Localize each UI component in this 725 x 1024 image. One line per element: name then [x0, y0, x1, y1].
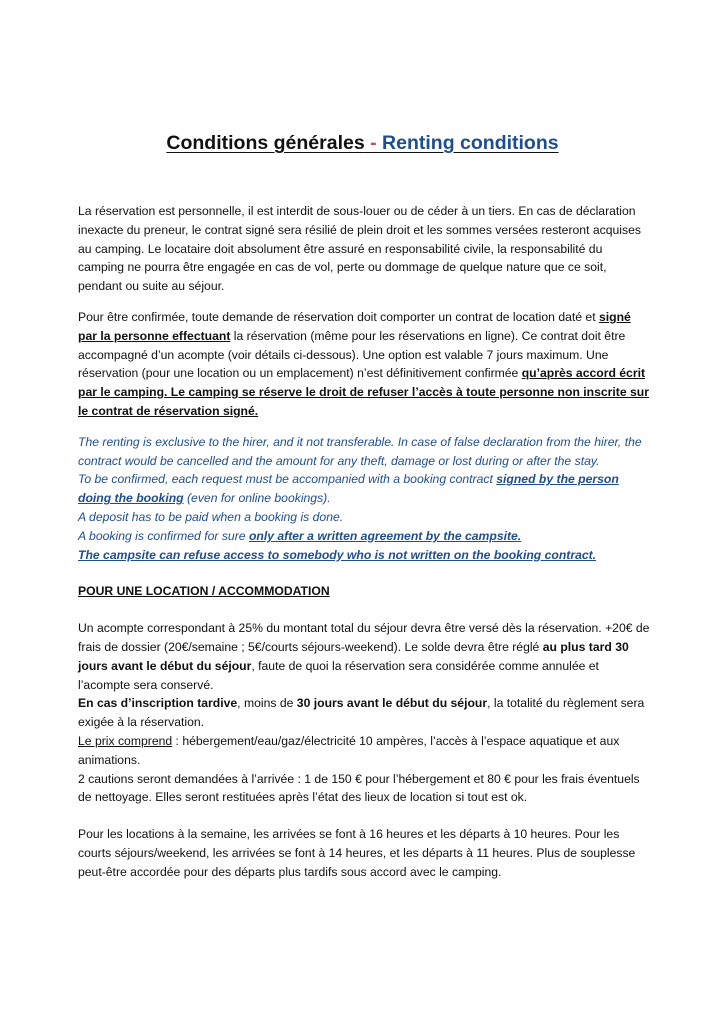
- document-body: [78, 202, 650, 882]
- english-conditions: [78, 433, 650, 565]
- page-title: [0, 130, 725, 156]
- english-line-contract: [78, 470, 650, 508]
- price-includes-text: : hébergement/eau/gaz/électricité 10 ampères, l’accès à l’espace aquatique et aux animations.: [78, 733, 620, 767]
- late-text-2: , la totalité du règlement sera exigée à la réservation.: [78, 696, 645, 730]
- paragraph-late-registration: [78, 694, 650, 732]
- english-contract-text: To be confirmed, each request must be accompanied with a booking contract: [78, 472, 497, 487]
- late-text-1: , moins de: [237, 696, 297, 711]
- paragraph-confirmation: [78, 308, 650, 421]
- deposit-text-2: , faute de quoi la réservation sera considérée comme annulée et l’acompte sera conservé.: [78, 658, 599, 692]
- title-separator: -: [364, 132, 383, 154]
- late-deadline-emphasis: 30 jours avant le début du séjour: [296, 696, 488, 711]
- late-registration-emphasis: En cas d’inscription tardive: [78, 696, 238, 711]
- confirmation-text-2: la réservation (même pour les réservations en ligne). Ce contrat doit être accompagné d’un acompte (voir détails ci-dessous). Une option est valable 7 jours maximum. Une réservation (pour une location ou un emplacement) n’est définitivement confirmée: [78, 328, 626, 381]
- confirmation-signed-emphasis: signé par la personne effectuant: [78, 309, 631, 343]
- price-includes-label: Le prix comprend: [78, 733, 173, 748]
- english-agreement-emphasis: only after a written agreement by the campsite.: [248, 528, 522, 543]
- english-refuse-emphasis: The campsite can refuse access to somebody who is not written on the booking contract.: [78, 547, 597, 562]
- paragraph-personal-reservation: La réservation est personnelle, il est interdit de sous-louer ou de céder à un tiers. En cas de déclaration inexacte du preneur, le contrat signé sera résilié de plein droit et les sommes versées resteront acquises au camping. Le locataire doit absolument être assuré en responsabilité civile, la responsabilité du camping ne pourra être engagée en cas de vol, perte ou dommage de quelque nature que ce soit, pendant ou suite au séjour.: [78, 204, 641, 294]
- english-signed-emphasis: signed by the person doing the booking: [78, 472, 619, 506]
- paragraph-arrival-times: Pour les locations à la semaine, les arrivées se font à 16 heures et les départs à 10 heures. Pour les courts séjours/weekend, les arrivées se font à 14 heures, et les départs à 11 heures. Plus de souplesse peut-être accordée pour des départs plus tardifs sous accord avec le camping.: [78, 827, 636, 879]
- deposit-text-1: Un acompte correspondant à 25% du montant total du séjour devra être versé dès la réservation. +20€ de frais de dossier (20€/semaine ; 5€/courts séjours-weekend). Le solde devra être réglé: [78, 621, 650, 654]
- confirmation-text-1: Pour être confirmée, toute demande de réservation doit comporter un contrat de location daté et: [78, 309, 599, 324]
- title-french: Conditions générales: [166, 132, 365, 154]
- paragraph-deposit: [78, 619, 650, 694]
- english-line-refuse: [78, 546, 650, 565]
- english-line-exclusive: The renting is exclusive to the hirer, and it not transferable. In case of false declaration from the hirer, the contract would be cancelled and the amount for any theft, damage or lost during or after the stay.: [78, 434, 642, 468]
- deposit-deadline-emphasis: au plus tard 30 jours avant le début du séjour: [78, 639, 629, 673]
- english-line-deposit: A deposit has to be paid when a booking is done.: [78, 509, 344, 524]
- paragraph-price-includes: [78, 732, 650, 770]
- confirmation-written-agreement-emphasis: qu’après accord écrit par le camping. Le camping se réserve le droit de refuser l’accès à toute personne non inscrite sur le contrat de réservation signé.: [78, 366, 649, 418]
- english-line-confirmed: [78, 527, 650, 546]
- paragraph-security-deposits: 2 cautions seront demandées à l’arrivée : 1 de 150 € pour l’hébergement et 80 € pour les frais éventuels de nettoyage. Elles seront restituées après l’état des lieux de location si tout est ok.: [78, 771, 640, 805]
- title-english: Renting conditions: [382, 132, 559, 154]
- section-heading-accommodation: POUR UNE LOCATION / ACCOMMODATION: [78, 584, 330, 599]
- english-confirmed-text: A booking is confirmed for sure: [78, 528, 249, 543]
- english-online-note: (even for online bookings).: [183, 491, 331, 506]
